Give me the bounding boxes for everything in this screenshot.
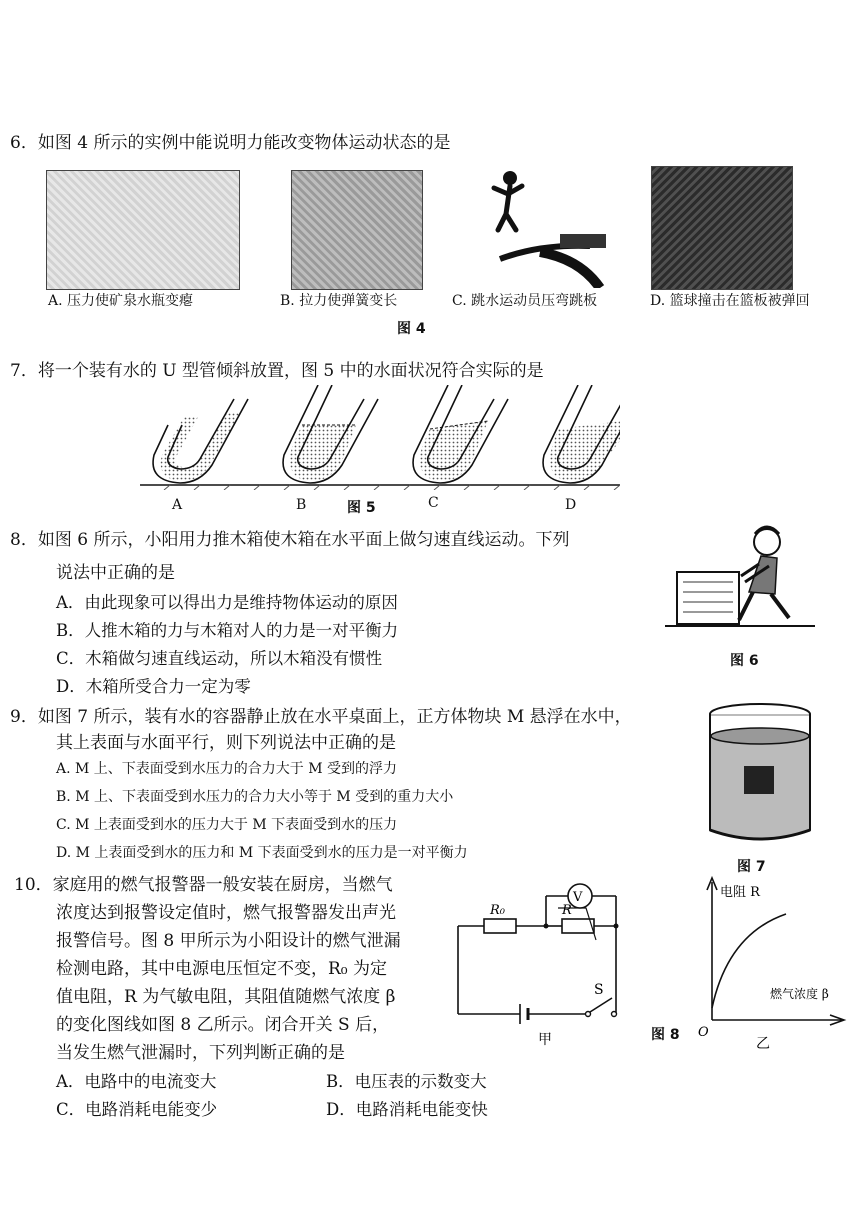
q7-label-b: B <box>296 497 307 513</box>
q6-figure-caption: 图 4 <box>397 321 426 337</box>
q7-label-d: D <box>565 497 577 513</box>
switch-icon <box>590 998 612 1012</box>
q10-stem-line1: 10．家庭用的燃气报警器一般安装在厨房，当燃气 <box>14 875 393 895</box>
q10-resistance-graph <box>690 872 860 1052</box>
q8-push-box-figure <box>665 520 815 640</box>
q10-stem-line2: 浓度达到报警设定值时，燃气报警器发出声光 <box>56 903 396 923</box>
r0-label: R₀ <box>490 903 505 918</box>
graph-y-label: 电阻 R <box>720 885 760 900</box>
q10-circuit-diagram <box>450 880 650 1050</box>
q6-photo-d <box>651 166 793 290</box>
q9-option-b: B. M 上、下表面受到水压力的合力大小等于 M 受到的重力大小 <box>56 789 454 805</box>
q10-figure-caption: 图 8 <box>651 1027 680 1043</box>
q10-stem-line4: 检测电路，其中电源电压恒定不变，R₀ 为定 <box>56 959 388 979</box>
circuit-label: 甲 <box>538 1032 552 1048</box>
q6-photo-b <box>291 170 423 290</box>
graph-x-label: 燃气浓度 β <box>770 987 829 1001</box>
q7-stem: 7．将一个装有水的 U 型管倾斜放置，图 5 中的水面状况符合实际的是 <box>10 361 544 381</box>
q6-option-b: B. 拉力使弹簧变长 <box>280 293 398 309</box>
graph-label: 乙 <box>756 1036 770 1052</box>
q8-option-c: C．木箱做匀速直线运动，所以木箱没有惯性 <box>56 649 383 668</box>
r0-resistor <box>484 919 516 933</box>
q8-option-a: A．由此现象可以得出力是维持物体运动的原因 <box>56 593 398 612</box>
r-label: R <box>562 903 572 918</box>
r-sensor-resistor <box>562 919 594 933</box>
q10-stem-line3: 报警信号。图 8 甲所示为小阳设计的燃气泄漏 <box>56 931 401 951</box>
q7-label-c: C <box>428 495 439 511</box>
q10-stem-line7: 当发生燃气泄漏时，下列判断正确的是 <box>56 1043 345 1063</box>
q6-stem: 6．如图 4 所示的实例中能说明力能改变物体运动状态的是 <box>10 133 451 153</box>
voltmeter-label: V <box>573 890 583 905</box>
switch-label: S <box>594 982 604 998</box>
q10-option-b: B．电压表的示数变大 <box>326 1072 487 1091</box>
q10-option-a: A．电路中的电流变大 <box>56 1072 217 1091</box>
graph-origin-label: O <box>698 1025 709 1040</box>
q6-photo-a <box>46 170 240 290</box>
q10-option-d: D．电路消耗电能变快 <box>326 1100 488 1119</box>
q9-beaker-figure <box>700 700 820 848</box>
q6-photo-c <box>470 164 618 288</box>
q8-option-d: D．木箱所受合力一定为零 <box>56 677 251 696</box>
q9-figure-caption: 图 7 <box>737 859 766 875</box>
q10-stem-line6: 的变化图线如图 8 乙所示。闭合开关 S 后， <box>56 1015 390 1035</box>
q7-figure-caption: 图 5 <box>347 500 376 516</box>
q7-label-a: A <box>172 497 183 513</box>
q9-option-a: A. M 上、下表面受到水压力的合力大于 M 受到的浮力 <box>56 761 398 777</box>
q6-option-d: D. 篮球撞击在篮板被弹回 <box>650 293 810 309</box>
q8-stem-line1: 8．如图 6 所示，小阳用力推木箱使木箱在水平面上做匀速直线运动。下列 <box>10 530 570 550</box>
q6-option-c: C. 跳水运动员压弯跳板 <box>452 293 598 309</box>
q6-option-a: A. 压力使矿泉水瓶变瘪 <box>48 293 194 309</box>
q10-stem-line5: 值电阻，R 为气敏电阻，其阻值随燃气浓度 β <box>56 987 396 1007</box>
q9-option-d: D. M 上表面受到水的压力和 M 下表面受到水的压力是一对平衡力 <box>56 845 468 861</box>
q7-u-tube-figure <box>140 385 620 490</box>
q9-option-c: C. M 上表面受到水的压力大于 M 下表面受到水的压力 <box>56 817 398 833</box>
q9-stem-line2: 其上表面与水面平行，则下列说法中正确的是 <box>56 733 396 753</box>
q8-option-b: B．人推木箱的力与木箱对人的力是一对平衡力 <box>56 621 399 640</box>
q8-stem-line2: 说法中正确的是 <box>56 563 175 583</box>
q8-figure-caption: 图 6 <box>730 653 759 669</box>
q10-option-c: C．电路消耗电能变少 <box>56 1100 218 1119</box>
q9-stem-line1: 9．如图 7 所示，装有水的容器静止放在水平桌面上，正方体物块 M 悬浮在水中， <box>10 707 632 727</box>
